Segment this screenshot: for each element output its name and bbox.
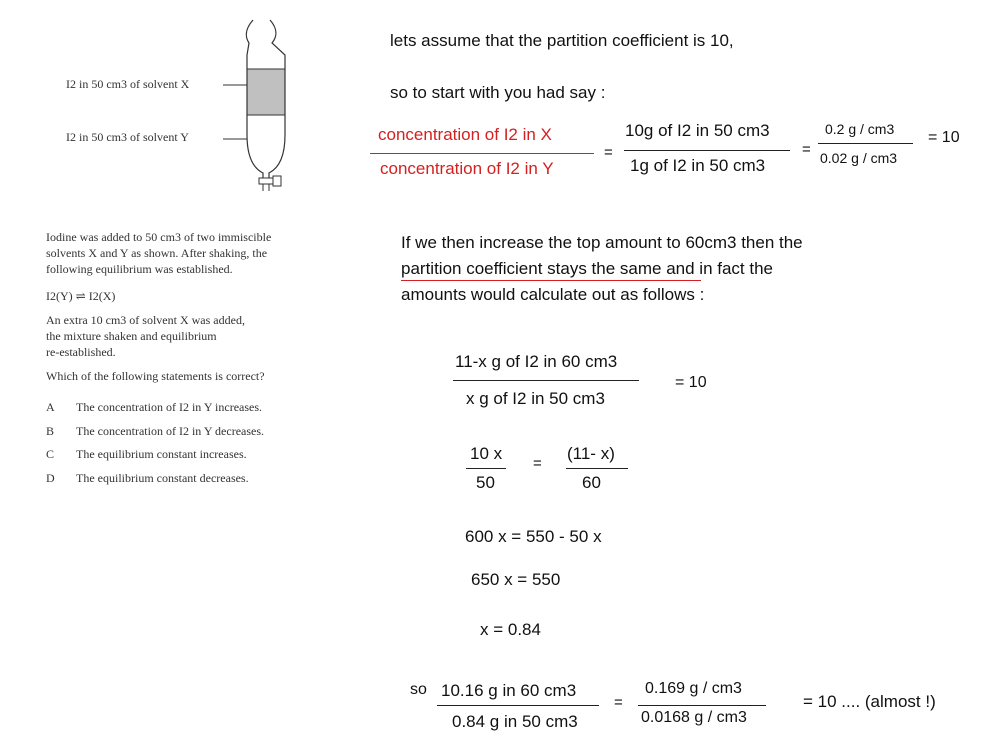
eq1-fraction-bar: [624, 150, 790, 151]
eq3-left-numerator: 10 x: [470, 444, 503, 463]
equals-sign: =: [533, 455, 542, 472]
option-d: D The equilibrium constant decreases.: [46, 471, 249, 485]
question-extra-3: re-established.: [46, 345, 116, 359]
label-solvent-x: I2 in 50 cm3 of solvent X: [66, 77, 190, 91]
ratio-fraction-bar: [370, 153, 594, 154]
stopcock: [259, 178, 273, 184]
question-extra-2: the mixture shaken and equilibrium: [46, 329, 217, 343]
eq3-right-bar: [566, 468, 628, 469]
final-fraction-bar: [437, 705, 599, 706]
question-intro-1: Iodine was added to 50 cm3 of two immiscible: [46, 230, 272, 244]
eq3-left-denominator: 50: [476, 473, 495, 492]
eq3-right-denominator: 60: [582, 473, 601, 492]
explanation-line-1: lets assume that the partition coefficient is 10,: [390, 31, 734, 50]
stopcock-handle: [273, 176, 281, 186]
question-prompt: Which of the following statements is correct?: [46, 369, 265, 383]
eq1-fraction-bar-2: [818, 143, 913, 144]
eq3-left-bar: [466, 468, 506, 469]
step-3: x = 0.84: [480, 620, 541, 639]
ratio-denominator: concentration of I2 in Y: [380, 159, 554, 178]
final-fraction-bar-2: [638, 705, 766, 706]
final-numerator: 10.16 g in 60 cm3: [441, 681, 577, 700]
option-b: B The concentration of I2 in Y decreases.: [46, 424, 265, 438]
separatory-funnel-diagram: [215, 15, 305, 195]
equals-sign: =: [802, 141, 811, 158]
question-intro-2: solvents X and Y as shown. After shaking, the: [46, 246, 268, 260]
explanation-line-2: so to start with you had say :: [390, 83, 606, 102]
option-c: C The equilibrium constant increases.: [46, 447, 247, 461]
underline-partition: [401, 280, 701, 281]
eq1-result: = 10: [928, 129, 960, 146]
eq1-denominator-2: 0.02 g / cm3: [820, 150, 898, 166]
final-so: so: [410, 681, 427, 698]
paragraph-line-3: amounts would calculate out as follows :: [401, 285, 705, 304]
step-2: 650 x = 550: [471, 570, 561, 589]
final-result: = 10 .... (almost !): [803, 692, 936, 711]
question-extra-1: An extra 10 cm3 of solvent X was added,: [46, 313, 245, 327]
final-numerator-2: 0.169 g / cm3: [645, 680, 742, 697]
label-solvent-y: I2 in 50 cm3 of solvent Y: [66, 130, 189, 144]
equilibrium-equation: I2(Y) ⇌ I2(X): [46, 289, 116, 303]
eq2-denominator: x g of I2 in 50 cm3: [466, 389, 605, 408]
question-intro-3: following equilibrium was established.: [46, 262, 233, 276]
final-denominator-2: 0.0168 g / cm3: [641, 709, 747, 726]
eq1-numerator: 10g of I2 in 50 cm3: [625, 121, 770, 140]
ratio-numerator: concentration of I2 in X: [378, 125, 552, 144]
eq1-denominator: 1g of I2 in 50 cm3: [630, 156, 766, 175]
eq2-result: = 10: [675, 374, 707, 391]
eq1-numerator-2: 0.2 g / cm3: [825, 121, 895, 137]
final-denominator: 0.84 g in 50 cm3: [452, 712, 578, 731]
paragraph-line-1: If we then increase the top amount to 60cm3 then the: [401, 233, 803, 252]
option-a: A The concentration of I2 in Y increases.: [46, 400, 263, 414]
paragraph-line-2: partition coefficient stays the same and in fact the: [401, 259, 774, 278]
eq2-fraction-bar: [453, 380, 639, 381]
equals-sign: =: [604, 144, 613, 161]
equals-sign: =: [614, 694, 623, 711]
eq3-right-numerator: (11- x): [567, 444, 615, 463]
eq2-numerator: 11-x g of I2 in 60 cm3: [455, 352, 618, 371]
step-1: 600 x = 550 - 50 x: [465, 527, 602, 546]
solvent-x-layer: [247, 69, 285, 115]
